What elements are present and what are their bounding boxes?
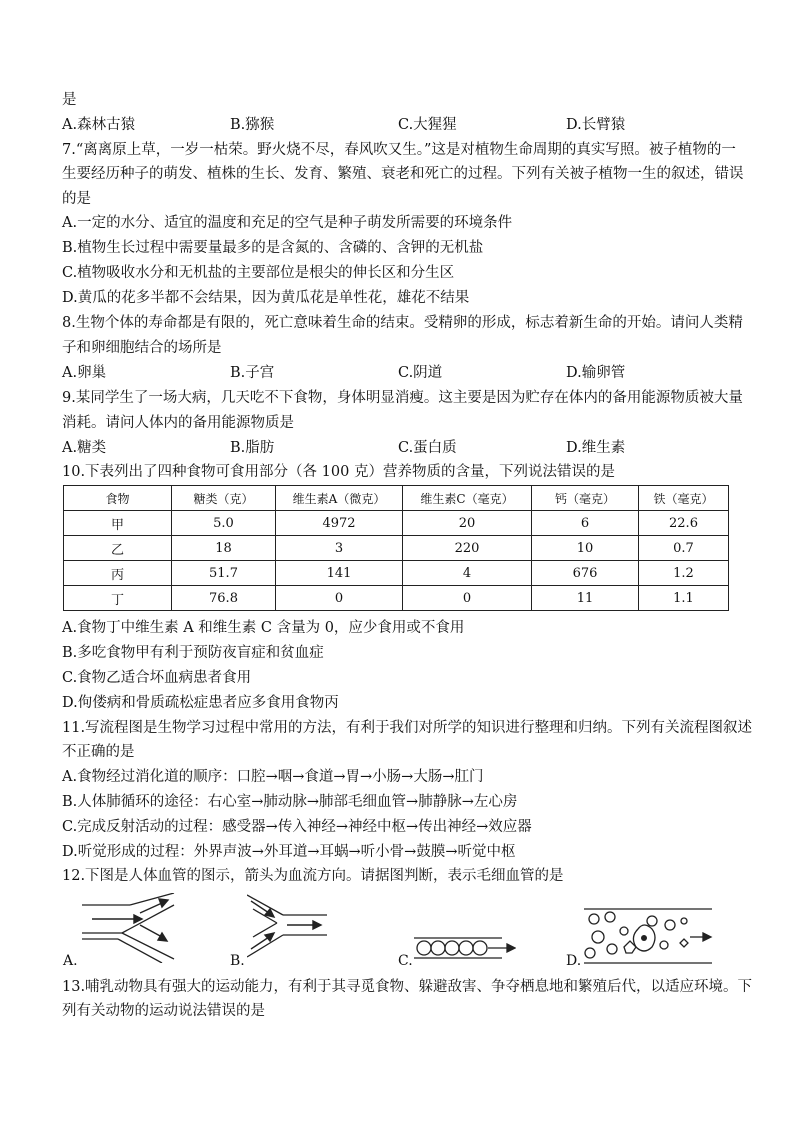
q9-option-d: D.维生素 (566, 440, 626, 456)
q8-stem-line-2: 子和卵细胞结合的场所是 (62, 340, 222, 356)
q10-option-c: C.食物乙适合坏血病患者食用 (62, 670, 252, 686)
table-cell: 22.6 (639, 511, 729, 536)
table-header-row (64, 486, 729, 511)
q9-stem-line-1: 9.某同学生了一场大病，几天吃不下食物，身体明显消瘦。这主要是因为贮存在体内的备用能源物质被大量 (62, 390, 743, 406)
table-cell: 0 (276, 586, 403, 611)
table-cell: 20 (403, 511, 532, 536)
vessel-figure-a (82, 893, 178, 963)
table-cell: 10 (532, 536, 639, 561)
table-cell: 3 (276, 536, 403, 561)
table-header-cell: 维生素C（毫克） (403, 486, 532, 511)
q11-stem-line-2: 不正确的是 (62, 744, 135, 760)
table-cell: 11 (532, 586, 639, 611)
table-cell: 220 (403, 536, 532, 561)
vessel-figure-d (584, 907, 714, 965)
q8-option-a: A.卵巢 (62, 365, 107, 381)
q6-stem-tail: 是 (62, 92, 77, 108)
q7-stem-line-3: 的是 (62, 191, 91, 207)
table-row (64, 586, 729, 611)
table-cell: 4972 (276, 511, 403, 536)
table-cell: 丙 (64, 561, 172, 586)
table-header-cell: 食物 (64, 486, 172, 511)
table-header-cell: 维生素A（微克） (276, 486, 403, 511)
table-cell: 76.8 (172, 586, 276, 611)
q8-option-b: B.子宫 (230, 365, 275, 381)
table-cell: 乙 (64, 536, 172, 561)
table-cell: 51.7 (172, 561, 276, 586)
q13-stem-line-2: 列有关动物的运动说法错误的是 (62, 1003, 265, 1019)
q8-option-d: D.输卵管 (566, 365, 626, 381)
table-cell: 1.1 (639, 586, 729, 611)
table-cell: 5.0 (172, 511, 276, 536)
figure-label-c: C. (398, 953, 413, 969)
q11-option-c: C.完成反射活动的过程：感受器→传入神经→神经中枢→传出神经→效应器 (62, 819, 532, 835)
q7-stem-line-2: 生要经历种子的萌发、植株的生长、发育、繁殖、衰老和死亡的过程。下列有关被子植物一生的叙述，错误 (62, 166, 744, 182)
table-cell: 丁 (64, 586, 172, 611)
table-cell: 0.7 (639, 536, 729, 561)
table-row (64, 511, 729, 536)
table-cell: 141 (276, 561, 403, 586)
table-cell: 4 (403, 561, 532, 586)
q7-option-d: D.黄瓜的花多半都不会结果，因为黄瓜花是单性花，雄花不结果 (62, 290, 470, 306)
q6-option-b: B.猕猴 (230, 117, 275, 133)
q7-stem-line-1: 7.“离离原上草，一岁一枯荣。野火烧不尽，春风吹又生。”这是对植物生命周期的真实写照。被子植物的一 (62, 142, 736, 158)
q7-option-a: A.一定的水分、适宜的温度和充足的空气是种子萌发所需要的环境条件 (62, 215, 513, 231)
table-cell: 676 (532, 561, 639, 586)
q10-option-b: B.多吃食物甲有利于预防夜盲症和贫血症 (62, 645, 324, 661)
q13-stem-line-1: 13.哺乳动物具有强大的运动能力，有利于其寻觅食物、躲避敌害、争夺栖息地和繁殖后代，以适应环境。下 (62, 979, 753, 995)
q9-option-c: C.蛋白质 (398, 440, 457, 456)
q9-option-a: A.糖类 (62, 440, 107, 456)
q6-option-a: A.森林古猿 (62, 117, 136, 133)
table-header-cell: 铁（毫克） (639, 486, 729, 511)
table-row (64, 561, 729, 586)
q11-option-d: D.听觉形成的过程：外界声波→外耳道→耳蜗→听小骨→鼓膜→听觉中枢 (62, 844, 516, 860)
table-cell: 18 (172, 536, 276, 561)
q11-option-a: A.食物经过消化道的顺序：口腔→咽→食道→胃→小肠→大肠→肛门 (62, 769, 484, 785)
table-cell: 6 (532, 511, 639, 536)
figure-label-a: A. (63, 953, 78, 969)
q9-option-b: B.脂肪 (230, 440, 275, 456)
table-cell: 甲 (64, 511, 172, 536)
q6-option-c: C.大猩猩 (398, 117, 457, 133)
q10-option-a: A.食物丁中维生素 A 和维生素 C 含量为 0，应少食用或不食用 (62, 620, 465, 636)
q9-stem-line-2: 消耗。请问人体内的备用能源物质是 (62, 415, 294, 431)
figure-label-d: D. (566, 953, 582, 969)
table-cell: 1.2 (639, 561, 729, 586)
table-row (64, 536, 729, 561)
table-header-cell: 糖类（克） (172, 486, 276, 511)
q10-option-d: D.佝偻病和骨质疏松症患者应多食用食物丙 (62, 695, 339, 711)
vessel-figure-b (247, 893, 327, 963)
vessel-figure-c (414, 935, 516, 963)
q7-option-c: C.植物吸收水分和无机盐的主要部位是根尖的伸长区和分生区 (62, 265, 455, 281)
q8-option-c: C.阴道 (398, 365, 443, 381)
table-cell: 0 (403, 586, 532, 611)
figure-label-b: B. (230, 953, 245, 969)
q11-option-b: B.人体肺循环的途径：右心室→肺动脉→肺部毛细血管→肺静脉→左心房 (62, 794, 518, 810)
q6-option-d: D.长臂猿 (566, 117, 626, 133)
q11-stem-line-1: 11.写流程图是生物学习过程中常用的方法，有利于我们对所学的知识进行整理和归纳。下列有关流程图叙述 (62, 720, 753, 736)
table-header-cell: 钙（毫克） (532, 486, 639, 511)
q7-option-b: B.植物生长过程中需要量最多的是含氮的、含磷的、含钾的无机盐 (62, 240, 484, 256)
q10-stem: 10.下表列出了四种食物可食用部分（各 100 克）营养物质的含量，下列说法错误的是 (62, 464, 615, 480)
q12-stem: 12.下图是人体血管的图示，箭头为血流方向。请据图判断，表示毛细血管的是 (62, 868, 564, 884)
q8-stem-line-1: 8.生物个体的寿命都是有限的，死亡意味着生命的结束。受精卵的形成，标志着新生命的开始。请问人类精 (62, 315, 743, 331)
nutrition-table (63, 485, 729, 611)
